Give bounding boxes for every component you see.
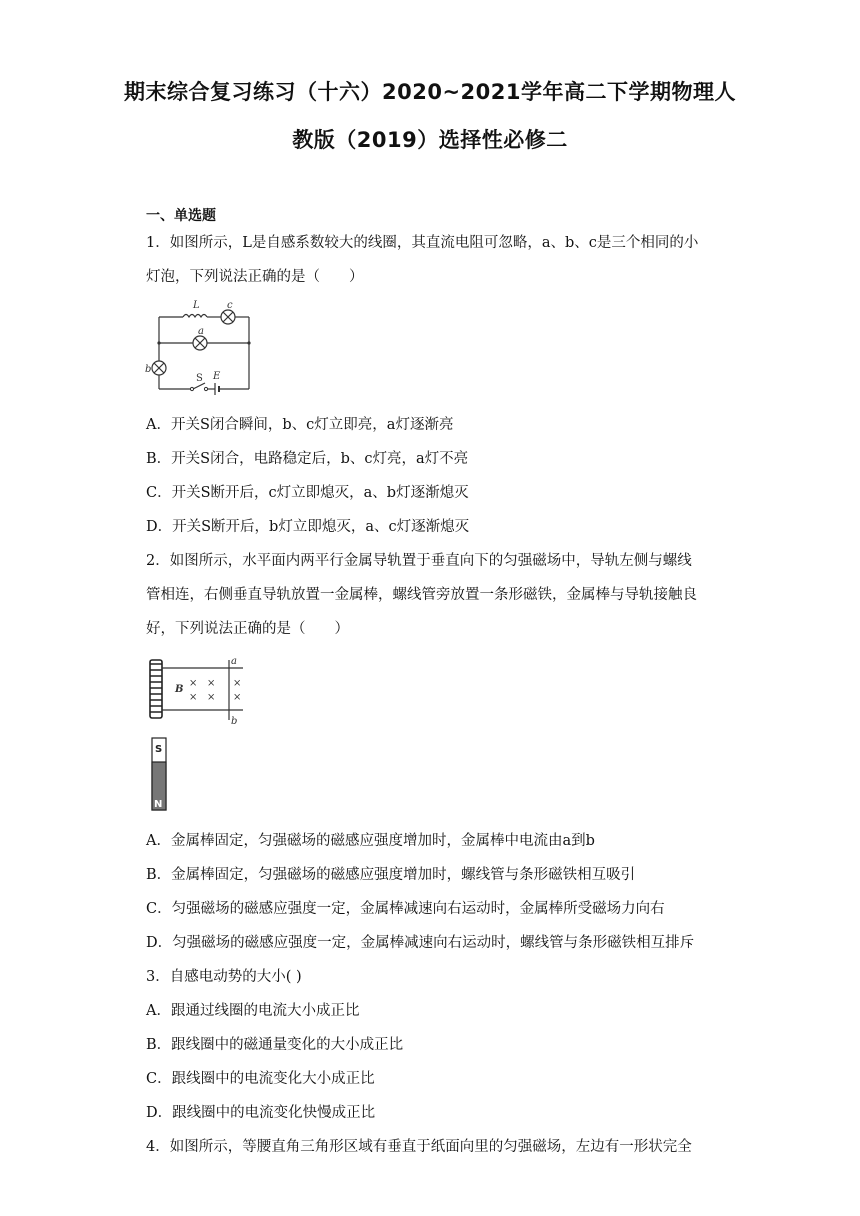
q3-stem: 3．自感电动势的大小( ) (146, 969, 302, 985)
q1-stem-line2: 灯泡，下列说法正确的是（ ） (146, 269, 364, 285)
field-cross: × (207, 678, 216, 689)
q2-option-d: D．匀强磁场的磁感应强度一定，金属棒减速向右运动时，螺线管与条形磁铁相互排斥 (146, 935, 695, 951)
q2-label-B: B (175, 684, 184, 695)
field-cross: × (233, 692, 242, 703)
q1-label-S: S (196, 373, 203, 384)
document-title-line1: 期末综合复习练习（十六）2020~2021学年高二下学期物理人 (124, 80, 736, 104)
q1-option-d: D．开关S断开后，b灯立即熄灭，a、c灯逐渐熄灭 (146, 519, 470, 535)
q1-circuit-diagram (145, 297, 265, 397)
q2-stem-line2: 管相连，右侧垂直导轨放置一金属棒，螺线管旁放置一条形磁铁，金属棒与导轨接触良 (146, 587, 697, 603)
q1-label-E: E (213, 371, 221, 382)
field-cross: × (233, 678, 242, 689)
q3-option-b: B．跟线圈中的磁通量变化的大小成正比 (146, 1037, 404, 1053)
q1-label-b: b (145, 364, 152, 375)
q1-option-b: B．开关S闭合，电路稳定后，b、c灯亮，a灯不亮 (146, 451, 469, 467)
q2-label-a: a (231, 656, 237, 667)
q2-label-b: b (231, 716, 238, 727)
q2-label-S: S (155, 744, 163, 755)
q1-option-c: C．开关S断开后，c灯立即熄灭，a、b灯逐渐熄灭 (146, 485, 469, 501)
q2-option-a: A．金属棒固定，匀强磁场的磁感应强度增加时，金属棒中电流由a到b (146, 833, 595, 849)
q4-stem-line1: 4．如图所示，等腰直角三角形区域有垂直于纸面向里的匀强磁场，左边有一形状完全 (146, 1139, 692, 1155)
document-title-line2: 教版（2019）选择性必修二 (292, 128, 568, 152)
q2-rail-diagram (145, 654, 255, 819)
q1-label-a: a (198, 326, 204, 337)
q2-option-c: C．匀强磁场的磁感应强度一定，金属棒减速向右运动时，金属棒所受磁场力向右 (146, 901, 665, 917)
section-heading: 一、单选题 (146, 208, 216, 224)
q2-stem-line1: 2．如图所示，水平面内两平行金属导轨置于垂直向下的匀强磁场中，导轨左侧与螺线 (146, 553, 692, 569)
q3-option-a: A．跟通过线圈的电流大小成正比 (146, 1003, 360, 1019)
q1-label-L: L (193, 300, 200, 311)
q2-stem-line3: 好，下列说法正确的是（ ） (146, 621, 349, 637)
q3-option-d: D．跟线圈中的电流变化快慢成正比 (146, 1105, 376, 1121)
q1-stem-line1: 1．如图所示，L是自感系数较大的线圈，其直流电阻可忽略，a、b、c是三个相同的小 (146, 235, 699, 251)
field-cross: × (189, 678, 198, 689)
q2-label-N: N (154, 799, 163, 810)
q1-option-a: A．开关S闭合瞬间，b、c灯立即亮，a灯逐渐亮 (146, 417, 454, 433)
q1-label-c: c (227, 300, 233, 311)
field-cross: × (189, 692, 198, 703)
q3-option-c: C．跟线圈中的电流变化大小成正比 (146, 1071, 375, 1087)
field-cross: × (207, 692, 216, 703)
q2-option-b: B．金属棒固定，匀强磁场的磁感应强度增加时，螺线管与条形磁铁相互吸引 (146, 867, 636, 883)
